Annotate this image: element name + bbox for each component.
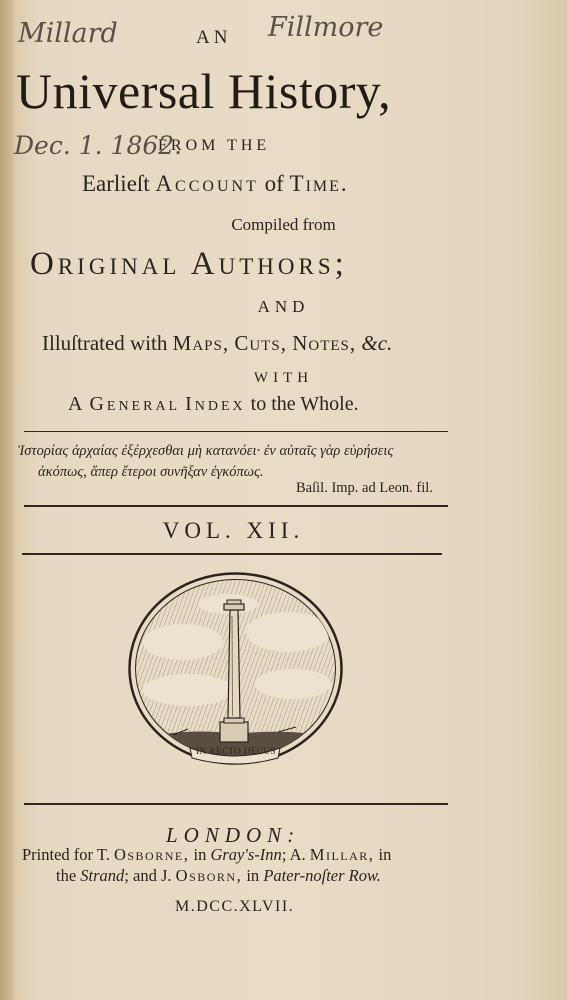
illustrated-line xyxy=(42,331,392,356)
epigraph-attribution: Baſil. Imp. ad Leon. fil. xyxy=(296,480,433,496)
volume-label: VOL. XII. xyxy=(162,518,305,543)
imprint-city: LONDON: xyxy=(166,823,301,847)
printed-for-text: Printed for T. xyxy=(22,845,110,864)
title-earliest-account xyxy=(82,171,349,197)
millar-text: Millar, xyxy=(309,845,375,864)
original-authors: Original Authors; xyxy=(30,246,348,282)
emblem-motto: IN RECTO DECUS xyxy=(196,746,276,756)
osborne-text: Osborne, xyxy=(113,845,190,864)
title-from-the: FROM THE xyxy=(158,137,271,154)
epigraph-line-1: Ἱστορίας ἀρχαίας ἐξέρχεσθαι μὴ κατανόει· ἐν αὐταῖς γὰρ εὑρήσεις xyxy=(18,443,394,459)
illustrated-text: Illuſtrated with xyxy=(42,331,168,355)
maps-text: Maps, xyxy=(172,331,230,355)
imprint-a-text: ; A. xyxy=(281,845,306,864)
in-text-2: in xyxy=(378,845,392,864)
in-text-3: in xyxy=(246,866,260,885)
title-an: AN xyxy=(196,27,232,48)
rule-above-volume xyxy=(24,505,448,507)
grays-inn-text: Gray's-Inn xyxy=(210,845,282,864)
time-text: Time. xyxy=(289,171,349,196)
etc-text: &c. xyxy=(361,331,393,355)
paternoster-text: Pater-noſter Row. xyxy=(263,866,381,885)
rule-below-volume xyxy=(22,553,442,555)
column-emblem-icon xyxy=(128,572,343,765)
handwritten-name-right: Fillmore xyxy=(268,12,384,43)
in-text-1: in xyxy=(193,845,207,864)
emblem-vignette xyxy=(128,572,343,765)
main-title: Universal History, xyxy=(16,63,392,119)
account-text: Account xyxy=(155,171,259,196)
osborn-text: Osborn, xyxy=(175,866,243,885)
strand-text: Strand xyxy=(80,866,125,885)
the-text: the xyxy=(56,866,77,885)
book-gutter xyxy=(0,0,14,1000)
compiled-from: Compiled from xyxy=(231,215,336,234)
imprint-line-1 xyxy=(22,845,391,865)
earliest-text: Earlieſt xyxy=(82,171,150,196)
index-text: Index xyxy=(185,393,246,415)
with-text: WITH xyxy=(253,370,314,386)
epigraph-line-2: ἀκόπως, ἅπερ ἕτεροι συνῆξαν ἐγκόπως. xyxy=(38,464,264,480)
cuts-text: Cuts, xyxy=(234,331,287,355)
rule-top-epigraph xyxy=(24,431,448,432)
imprint-line-2 xyxy=(56,866,381,886)
handwritten-name-left: Millard xyxy=(18,18,118,49)
imprint-year: M.DCC.XLVII. xyxy=(175,898,295,915)
general-index-line xyxy=(68,393,359,416)
rule-above-imprint xyxy=(24,803,448,805)
of-text: of xyxy=(264,171,284,196)
index-a-text: A xyxy=(68,393,85,415)
and-j-text: ; and J. xyxy=(124,866,172,885)
to-whole-text: to the Whole. xyxy=(250,393,359,415)
notes-text: Notes, xyxy=(292,331,357,355)
handwritten-date: Dec. 1. 1862. xyxy=(14,131,183,160)
and-text: AND xyxy=(257,297,310,316)
general-text: General xyxy=(89,393,181,415)
